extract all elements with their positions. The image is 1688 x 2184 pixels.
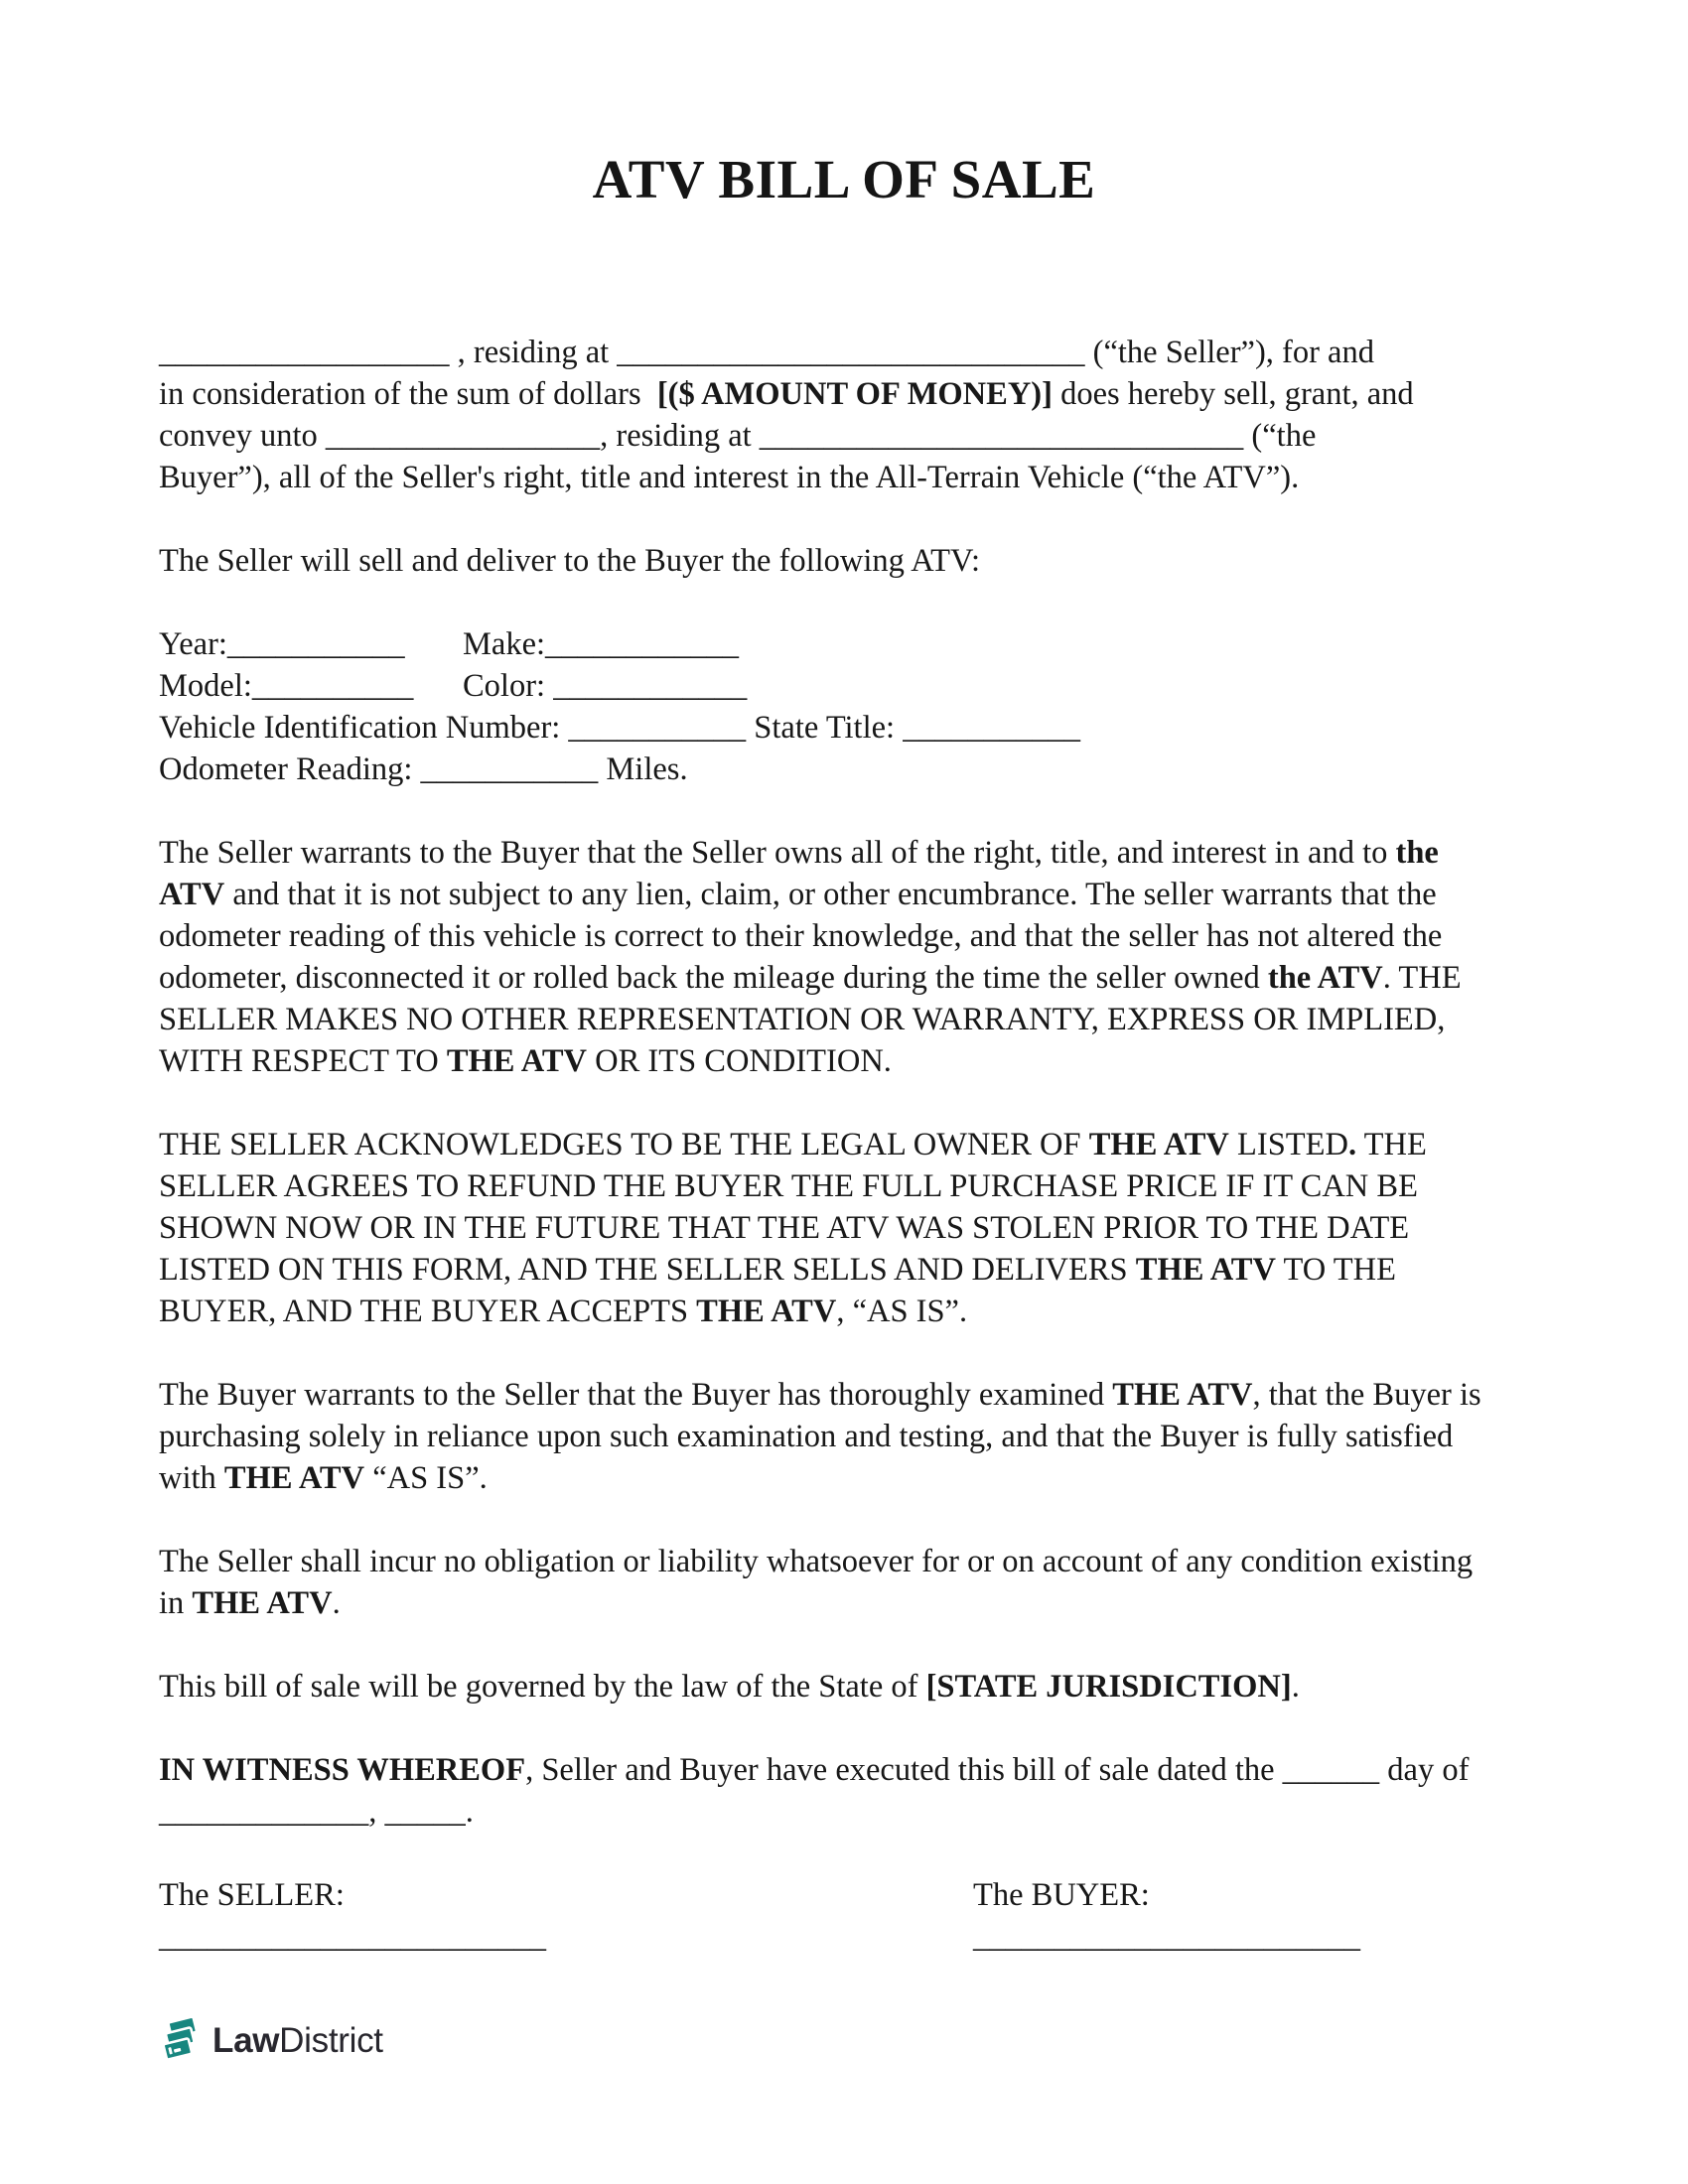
buyer-signature-label: The BUYER: — [973, 1877, 1150, 1913]
brand-law: Law — [212, 2020, 280, 2060]
text-line: in consideration of the sum of dollars [($ AMOUNT OF MONEY)] does hereby sell, grant, and — [159, 376, 1414, 412]
form-rows-vin-odometer — [159, 707, 1529, 790]
paragraph-buyer-warranty — [159, 1374, 1529, 1499]
text-line: Buyer”), all of the Seller's right, title and interest in the All-Terrain Vehicle (“the ATV”). — [159, 460, 1300, 495]
signature-block — [159, 1874, 1529, 1958]
paragraph-acknowledgement — [159, 1124, 1529, 1332]
year-blank: ___________ — [226, 626, 405, 662]
lawdistrict-logo-icon — [159, 2017, 203, 2064]
form-row-model-color — [159, 665, 1529, 707]
make-blank: ____________ — [545, 626, 740, 662]
text-line: BUYER, AND THE BUYER ACCEPTS THE ATV, “AS IS”. — [159, 1294, 968, 1329]
model-label: Model: — [159, 668, 252, 704]
vehicle-details-form — [159, 623, 1529, 790]
color-field — [463, 665, 1529, 707]
make-field — [463, 623, 1529, 665]
document-title: ATV BILL OF SALE — [592, 149, 1096, 209]
text-line: The Buyer warrants to the Seller that the Buyer has thoroughly examined THE ATV, that the Buyer is — [159, 1377, 1481, 1413]
text-line: The Seller warrants to the Buyer that the Seller owns all of the right, title, and interest in and to the — [159, 835, 1439, 871]
text-line: in THE ATV. — [159, 1585, 341, 1621]
text-line: IN WITNESS WHEREOF, Seller and Buyer have executed this bill of sale dated the ______ day of — [159, 1752, 1470, 1788]
text-line: SHOWN NOW OR IN THE FUTURE THAT THE ATV WAS STOLEN PRIOR TO THE DATE — [159, 1210, 1410, 1246]
model-field — [159, 665, 463, 707]
lawdistrict-logo-text — [212, 2021, 383, 2061]
year-label: Year: — [159, 626, 227, 662]
color-blank: ____________ — [553, 668, 748, 704]
text-line: THE SELLER ACKNOWLEDGES TO BE THE LEGAL OWNER OF THE ATV LISTED. THE — [159, 1127, 1427, 1162]
text-line: with THE ATV “AS IS”. — [159, 1460, 488, 1496]
seller-signature-line: ________________________ — [159, 1919, 546, 1955]
paragraph-governing-law — [159, 1666, 1529, 1707]
text-line: Odometer Reading: ___________ Miles. — [159, 751, 688, 787]
text-line: odometer reading of this vehicle is correct to their knowledge, and that the seller has not altered the — [159, 918, 1443, 954]
year-field — [159, 623, 463, 665]
text-line: ATV and that it is not subject to any lien, claim, or other encumbrance. The seller warrants that the — [159, 877, 1437, 912]
footer-brand — [159, 2017, 1529, 2064]
text-line: The Seller shall incur no obligation or liability whatsoever for or on account of any condition existing — [159, 1544, 1474, 1579]
text-line: __________________ , residing at _____________________________ (“the Seller”), for and — [159, 335, 1374, 370]
buyer-signature-line: ________________________ — [973, 1919, 1360, 1955]
paragraph-intro — [159, 332, 1529, 498]
paragraph-no-obligation — [159, 1541, 1529, 1624]
paragraph-deliver — [159, 540, 1529, 582]
text-line: WITH RESPECT TO THE ATV OR ITS CONDITION. — [159, 1043, 892, 1079]
paragraph-witness — [159, 1749, 1529, 1833]
paragraph-seller-warranty — [159, 832, 1529, 1082]
text-line: _____________, _____. — [159, 1794, 474, 1830]
text-line: odometer, disconnected it or rolled back the mileage during the time the seller owned the ATV. THE — [159, 960, 1462, 996]
text-line: Vehicle Identification Number: ___________ State Title: ___________ — [159, 710, 1080, 746]
make-label: Make: — [463, 626, 546, 662]
text-line: SELLER AGREES TO REFUND THE BUYER THE FULL PURCHASE PRICE IF IT CAN BE — [159, 1168, 1418, 1204]
model-blank: __________ — [251, 668, 414, 704]
color-label: Color: — [463, 668, 554, 704]
form-row-year-make — [159, 623, 1529, 665]
text-line: purchasing solely in reliance upon such examination and testing, and that the Buyer is fully satisfied — [159, 1419, 1454, 1454]
text-line: convey unto _________________, residing at ______________________________ (“the — [159, 418, 1317, 454]
text-line: The Seller will sell and deliver to the Buyer the following ATV: — [159, 543, 981, 579]
seller-signature-label: The SELLER: — [159, 1877, 345, 1913]
brand-district: District — [279, 2020, 383, 2060]
text-line: This bill of sale will be governed by the law of the State of [STATE JURISDICTION]. — [159, 1669, 1300, 1705]
text-line: SELLER MAKES NO OTHER REPRESENTATION OR WARRANTY, EXPRESS OR IMPLIED, — [159, 1002, 1446, 1037]
text-line: LISTED ON THIS FORM, AND THE SELLER SELLS AND DELIVERS THE ATV TO THE — [159, 1252, 1396, 1288]
